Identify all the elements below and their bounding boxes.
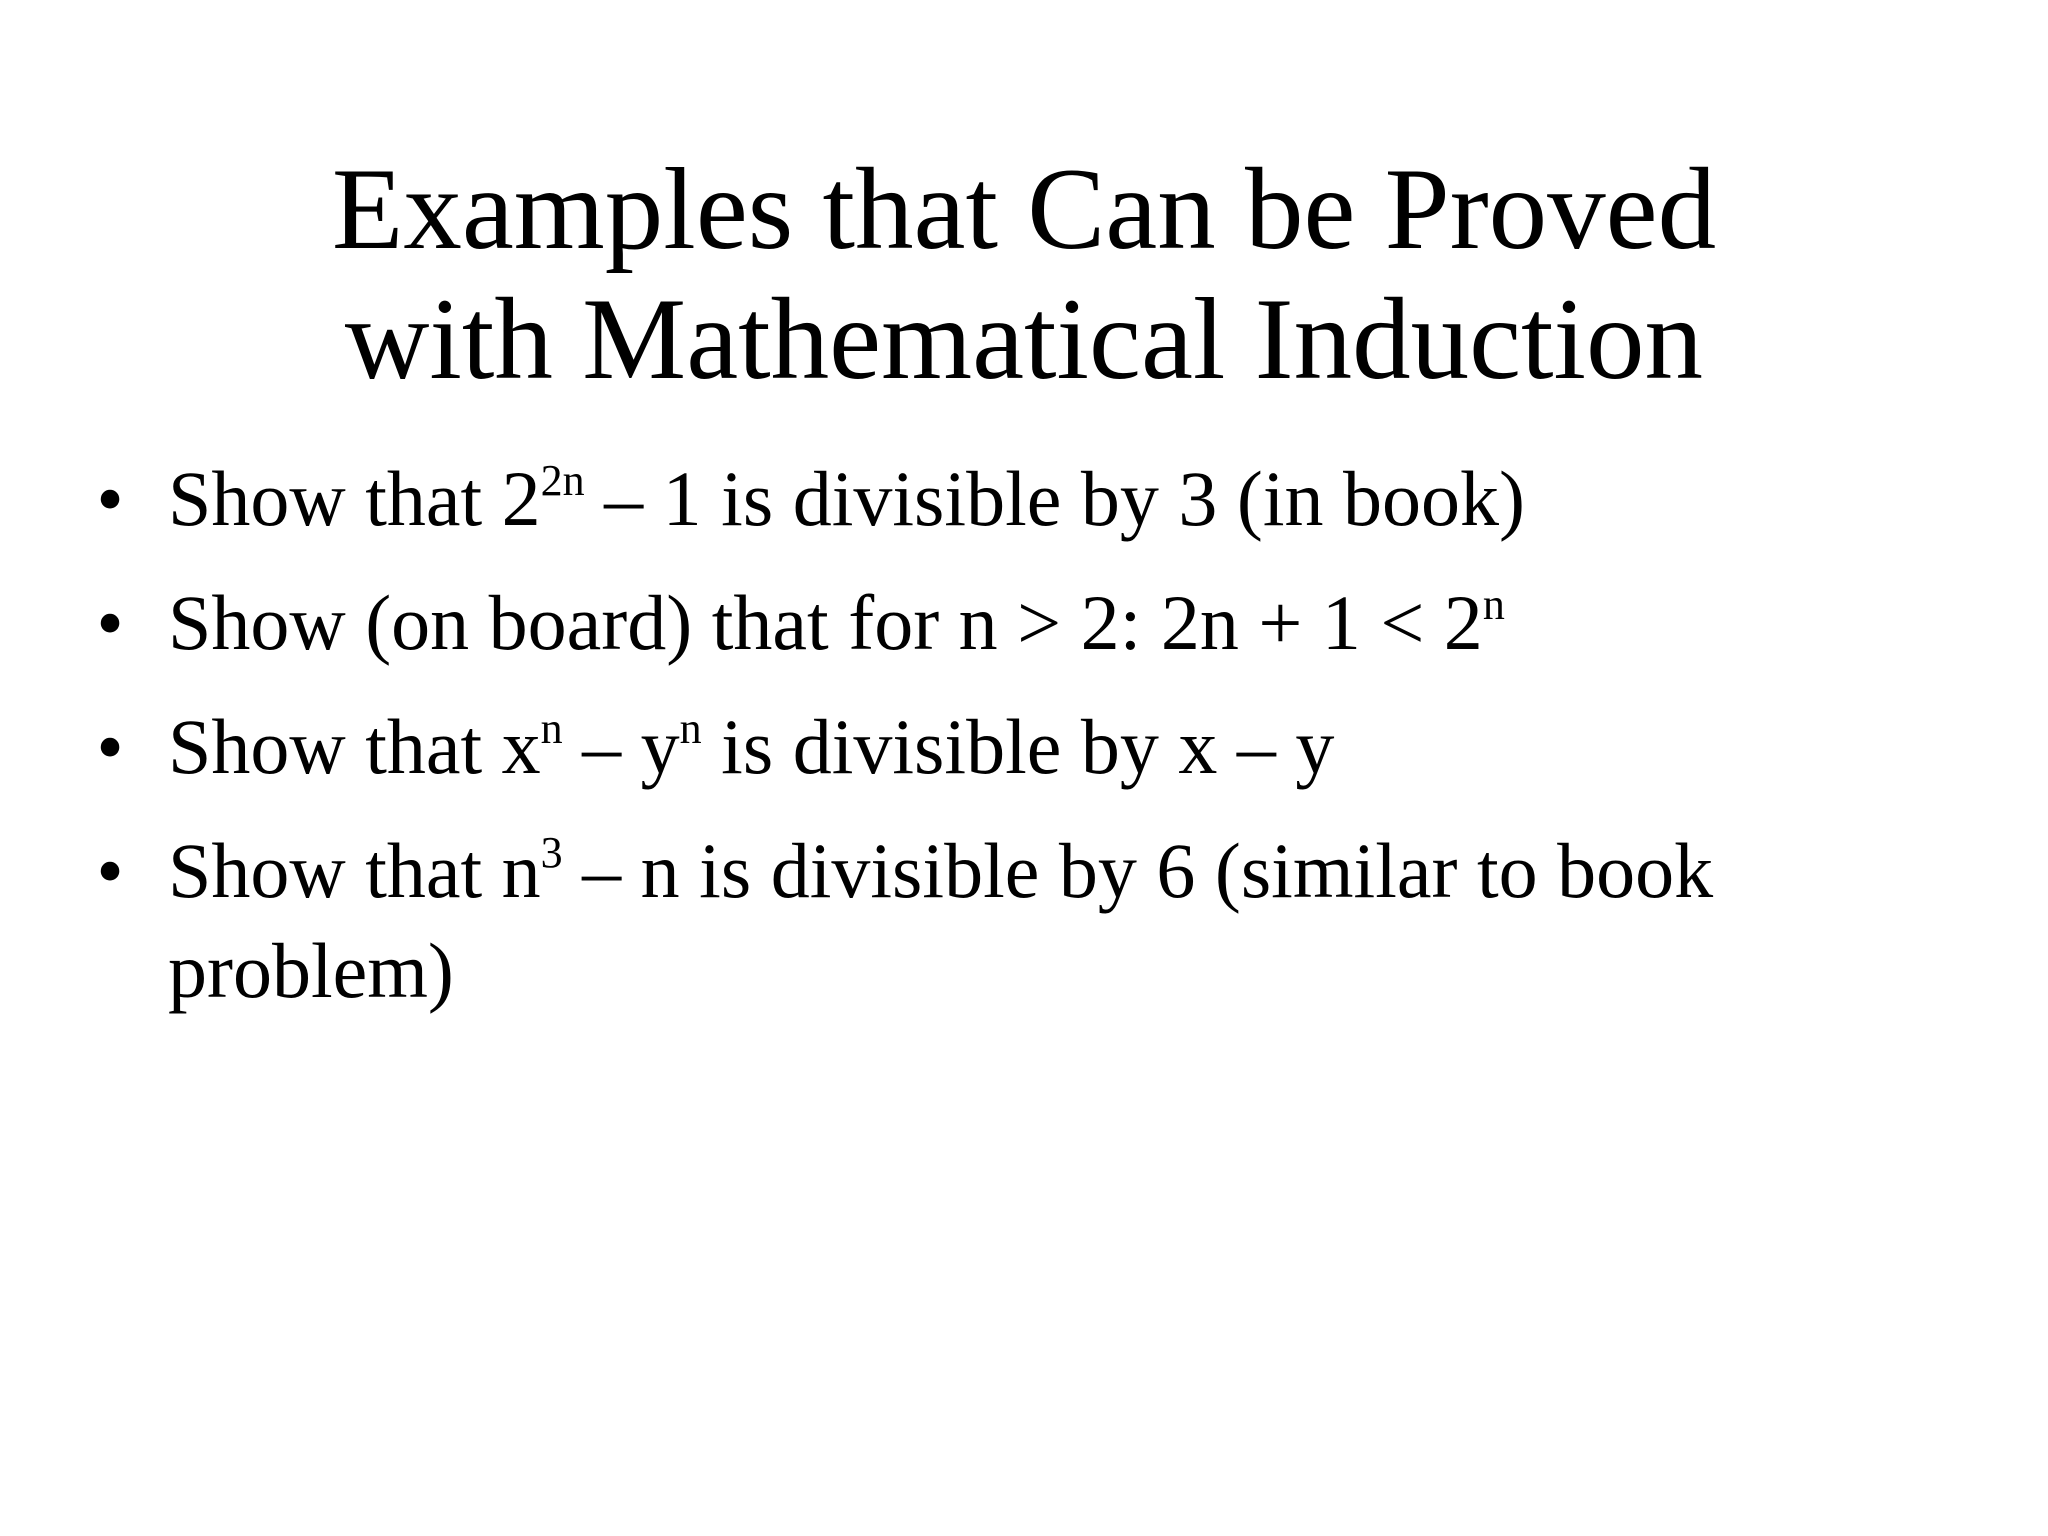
title-line-2: with Mathematical Induction [344,275,1704,404]
bullet-item-2 [90,579,1990,679]
superscript: n [540,704,563,753]
bullet-item-3 [90,703,1990,803]
bullet-text: Show that x [168,703,541,790]
bullet-item-4 [90,827,1990,1015]
bullet-dot-icon: • [96,579,124,666]
bullet-dot-icon: • [96,455,124,542]
superscript: n [1482,580,1505,629]
bullet-text: is divisible by x – y [701,703,1335,790]
title-line-1: Examples that Can be Proved [331,145,1717,274]
superscript: 3 [540,828,563,877]
bullet-item-1 [90,455,1990,555]
bullet-list [90,455,1990,1039]
bullet-text: – y [562,703,680,790]
superscript: n [679,704,702,753]
slide-title [0,145,2048,405]
bullet-text: Show that n [168,827,541,914]
superscript: 2n [540,456,585,505]
bullet-text: Show (on board) that for n > 2: 2n + 1 < 2 [168,579,1483,666]
bullet-text: – n is divisible by 6 (similar to book problem) [168,827,1714,1014]
bullet-dot-icon: • [96,703,124,790]
bullet-dot-icon: • [96,827,124,914]
bullet-text: Show that 2 [168,455,541,542]
bullet-text: – 1 is divisible by 3 (in book) [584,455,1525,542]
